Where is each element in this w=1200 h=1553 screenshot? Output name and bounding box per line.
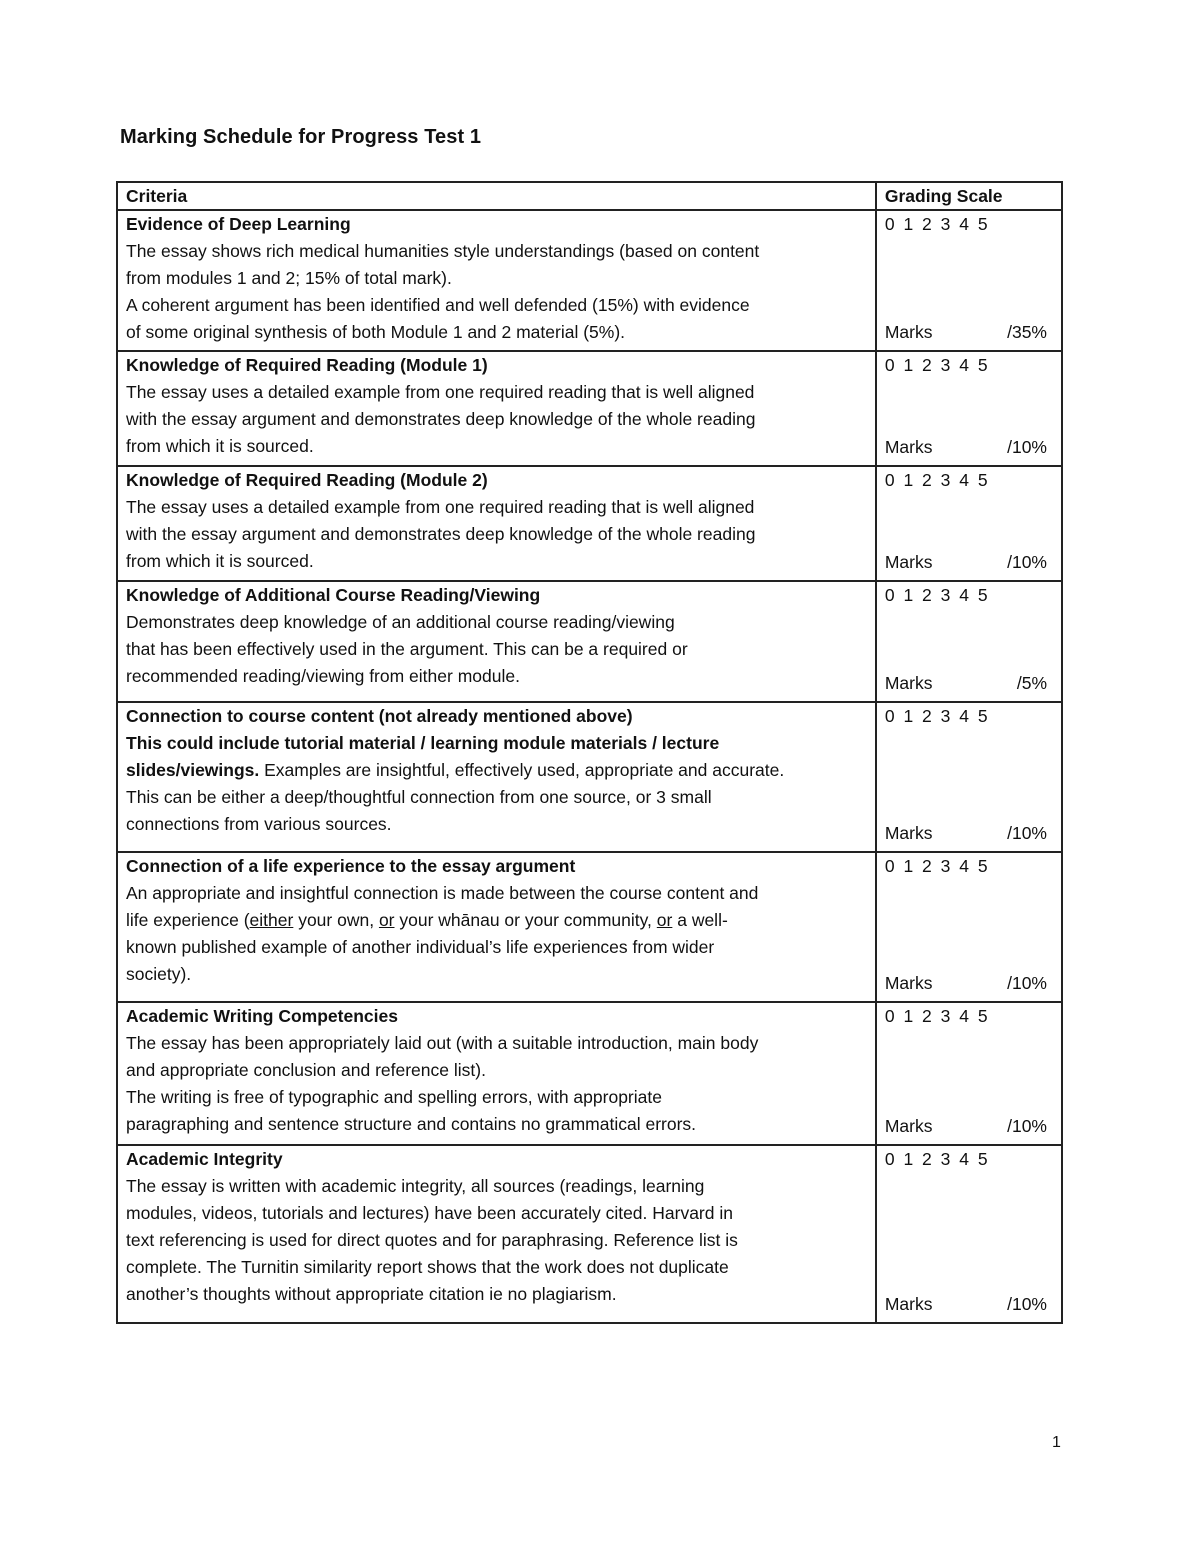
criterion-description-line: Demonstrates deep knowledge of an additional course reading/viewing [126,612,675,632]
criterion-description-line: complete. The Turnitin similarity report shows that the work does not duplicate [126,1257,729,1277]
criterion-description-line: from which it is sourced. [126,551,314,571]
criterion-description-line: that has been effectively used in the argument. This can be a required or [126,639,688,659]
grading-cell [876,210,1062,351]
criteria-cell [117,210,876,351]
criterion-description-line: connections from various sources. [126,814,392,834]
table-row [117,466,1062,581]
page-title: Marking Schedule for Progress Test 1 [120,126,482,148]
criterion-underlined-fragment: either [249,910,294,930]
marks-line [885,970,1047,997]
criteria-cell [117,1002,876,1145]
criterion-description-line: The essay has been appropriately laid out (with a suitable introduction, main body [126,1033,759,1053]
criterion-description-line: from modules 1 and 2; 15% of total mark). [126,268,452,288]
table-row [117,581,1062,702]
criterion-title: Connection of a life experience to the essay argument [126,856,576,876]
grading-scale-column-header: Grading Scale [876,182,1062,210]
criterion-description-line: known published example of another individual’s life experiences from wider [126,937,715,957]
criterion-description-line: The essay is written with academic integrity, all sources (readings, learning [126,1176,705,1196]
grading-scale-values: 0 1 2 3 4 5 [884,355,990,375]
criterion-title: Knowledge of Required Reading (Module 1) [126,355,488,375]
marks-line [885,1291,1047,1318]
grading-cell [876,852,1062,1002]
criterion-underlined-fragment: or [378,910,395,930]
criterion-description-line: text referencing is used for direct quotes and for paraphrasing. Reference list is [126,1230,738,1250]
criteria-cell [117,581,876,702]
grading-cell [876,466,1062,581]
table-row [117,1002,1062,1145]
criterion-description-line: The writing is free of typographic and spelling errors, with appropriate [126,1087,662,1107]
grading-cell [876,1002,1062,1145]
marks-total: /10% [1007,1116,1047,1136]
criterion-description-line: with the essay argument and demonstrates deep knowledge of the whole reading [126,409,756,429]
marks-label: Marks [884,1294,933,1314]
marks-line [885,434,1047,461]
criterion-bold-line: This could include tutorial material / learning module materials / lecture [126,733,720,753]
marks-total: /35% [1007,322,1047,342]
grading-cell [876,702,1062,852]
marks-total: /10% [1007,552,1047,572]
criterion-text-fragment: a well- [672,910,728,930]
marks-label: Marks [884,823,933,843]
marks-line [885,670,1047,697]
criterion-description-line: paragraphing and sentence structure and contains no grammatical errors. [126,1114,697,1134]
criterion-description-line: and appropriate conclusion and reference list). [126,1060,486,1080]
marks-line [885,820,1047,847]
criterion-bold-fragment: slides/viewings. [126,760,260,780]
criterion-text-fragment: your own, [293,910,379,930]
grading-cell [876,351,1062,466]
criterion-description-line: society). [126,964,192,984]
criterion-underlined-fragment: or [656,910,673,930]
criteria-column-header: Criteria [117,182,876,210]
table-row [117,1145,1062,1323]
criterion-mixed-line [126,757,867,784]
grading-cell [876,1145,1062,1323]
table-row [117,702,1062,852]
criterion-description-line: of some original synthesis of both Module 1 and 2 material (5%). [126,322,626,342]
grading-scale-values: 0 1 2 3 4 5 [884,706,990,726]
marks-label: Marks [884,1116,933,1136]
criteria-cell [117,466,876,581]
criterion-description-line: recommended reading/viewing from either module. [126,666,520,686]
criteria-cell [117,351,876,466]
criterion-title: Evidence of Deep Learning [126,214,351,234]
marks-label: Marks [884,437,933,457]
criterion-description-line: modules, videos, tutorials and lectures) have been accurately cited. Harvard in [126,1203,733,1223]
criterion-description-line: The essay uses a detailed example from one required reading that is well aligned [126,382,755,402]
marks-total: /10% [1007,437,1047,457]
criterion-title: Academic Integrity [126,1149,283,1169]
marks-label: Marks [884,552,933,572]
table-row [117,852,1062,1002]
criterion-title: Connection to course content (not already mentioned above) [126,706,633,726]
criterion-description-line: This can be either a deep/thoughtful connection from one source, or 3 small [126,787,712,807]
table-row [117,210,1062,351]
criterion-description-line: with the essay argument and demonstrates deep knowledge of the whole reading [126,524,756,544]
grading-scale-values: 0 1 2 3 4 5 [884,470,990,490]
grading-scale-values: 0 1 2 3 4 5 [884,1006,990,1026]
marks-total: /10% [1007,973,1047,993]
table-header-row [117,182,1062,210]
grading-scale-values: 0 1 2 3 4 5 [884,585,990,605]
table-row [117,351,1062,466]
grading-cell [876,581,1062,702]
criterion-title: Knowledge of Required Reading (Module 2) [126,470,488,490]
grading-scale-values: 0 1 2 3 4 5 [884,1149,990,1169]
criterion-text-fragment: life experience ( [126,910,250,930]
marks-line [885,1113,1047,1140]
page-number: 1 [1052,1434,1061,1451]
criterion-title: Knowledge of Additional Course Reading/Viewing [126,585,541,605]
grading-scale-values: 0 1 2 3 4 5 [884,856,990,876]
criteria-cell [117,1145,876,1323]
marks-total: /10% [1007,1294,1047,1314]
marks-label: Marks [884,673,933,693]
criteria-cell [117,702,876,852]
criterion-description-line: An appropriate and insightful connection is made between the course content and [126,883,759,903]
criterion-mixed-line [126,907,867,934]
grading-scale-values: 0 1 2 3 4 5 [884,214,990,234]
marks-total: /10% [1007,823,1047,843]
marking-schedule-table [116,181,1063,1324]
criterion-description-line: The essay uses a detailed example from one required reading that is well aligned [126,497,755,517]
criterion-title: Academic Writing Competencies [126,1006,398,1026]
marks-line [885,319,1047,346]
criterion-description-line: The essay shows rich medical humanities style understandings (based on content [126,241,760,261]
criterion-description-line: another’s thoughts without appropriate citation ie no plagiarism. [126,1284,617,1304]
criterion-description-line: A coherent argument has been identified and well defended (15%) with evidence [126,295,750,315]
marks-total: /5% [1016,673,1047,693]
criterion-text-fragment: your whānau or your community, [394,910,657,930]
marks-line [885,549,1047,576]
marks-label: Marks [884,973,933,993]
criterion-text-fragment: Examples are insightful, effectively used, appropriate and accurate. [259,760,785,780]
criteria-cell [117,852,876,1002]
criterion-description-line: from which it is sourced. [126,436,314,456]
marks-label: Marks [884,322,933,342]
